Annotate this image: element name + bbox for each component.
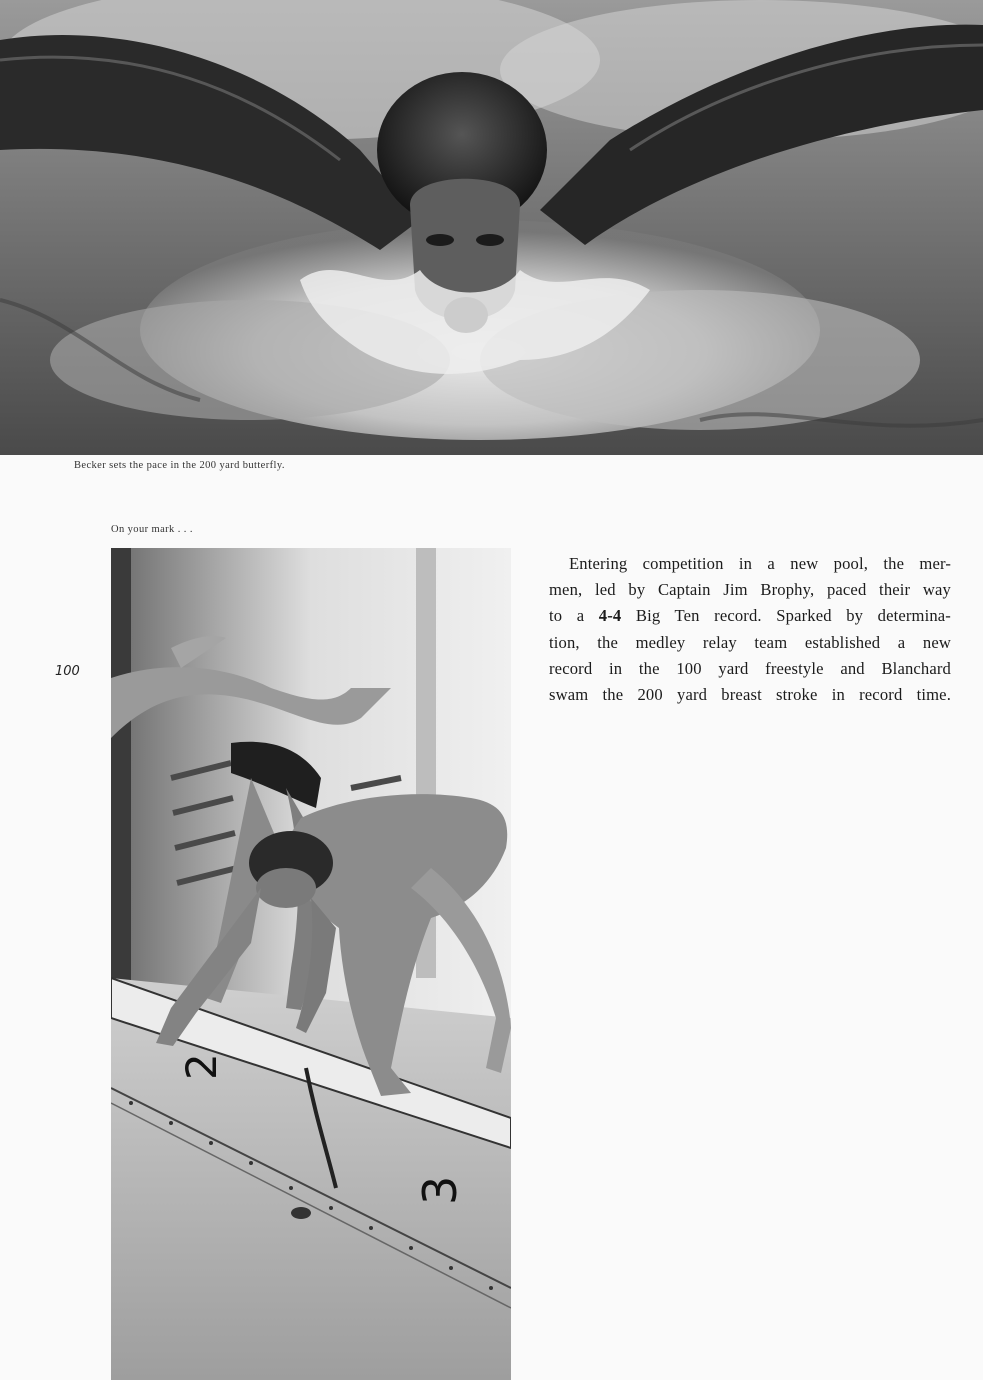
bottom-photo-caption: On your mark . . . [111,524,193,535]
article-line-1: Entering competition in a new pool, the mer- [569,554,951,573]
article-line-4: tion, the medley relay team established a new [549,632,951,652]
top-photo-caption: Becker sets the pace in the 200 yard butterfly. [74,460,285,471]
article-line-2: men, led by Captain Jim Brophy, paced their way [549,580,951,600]
article-line-3-start: to a [549,606,599,626]
lane-number-3: 3 [413,1175,467,1205]
starting-block-swimmers-illustration [111,548,511,1380]
lane-number-2: 2 [177,1053,226,1080]
big-ten-record: 4-4 [598,606,622,626]
article-line-6: swam the 200 yard breast stroke in record time. [549,685,951,705]
page-number: 100 [55,664,80,679]
butterfly-swimmer-photo [0,0,983,455]
butterfly-swimmer-illustration [0,0,983,455]
article-line-3-end: Big Ten record. Sparked by determina- [621,606,951,626]
article-paragraph [549,551,951,708]
starting-block-swimmers-photo [111,548,511,1380]
article-line-3 [549,603,951,629]
article-line-5: record in the 100 yard freestyle and Blanchard [549,658,951,678]
